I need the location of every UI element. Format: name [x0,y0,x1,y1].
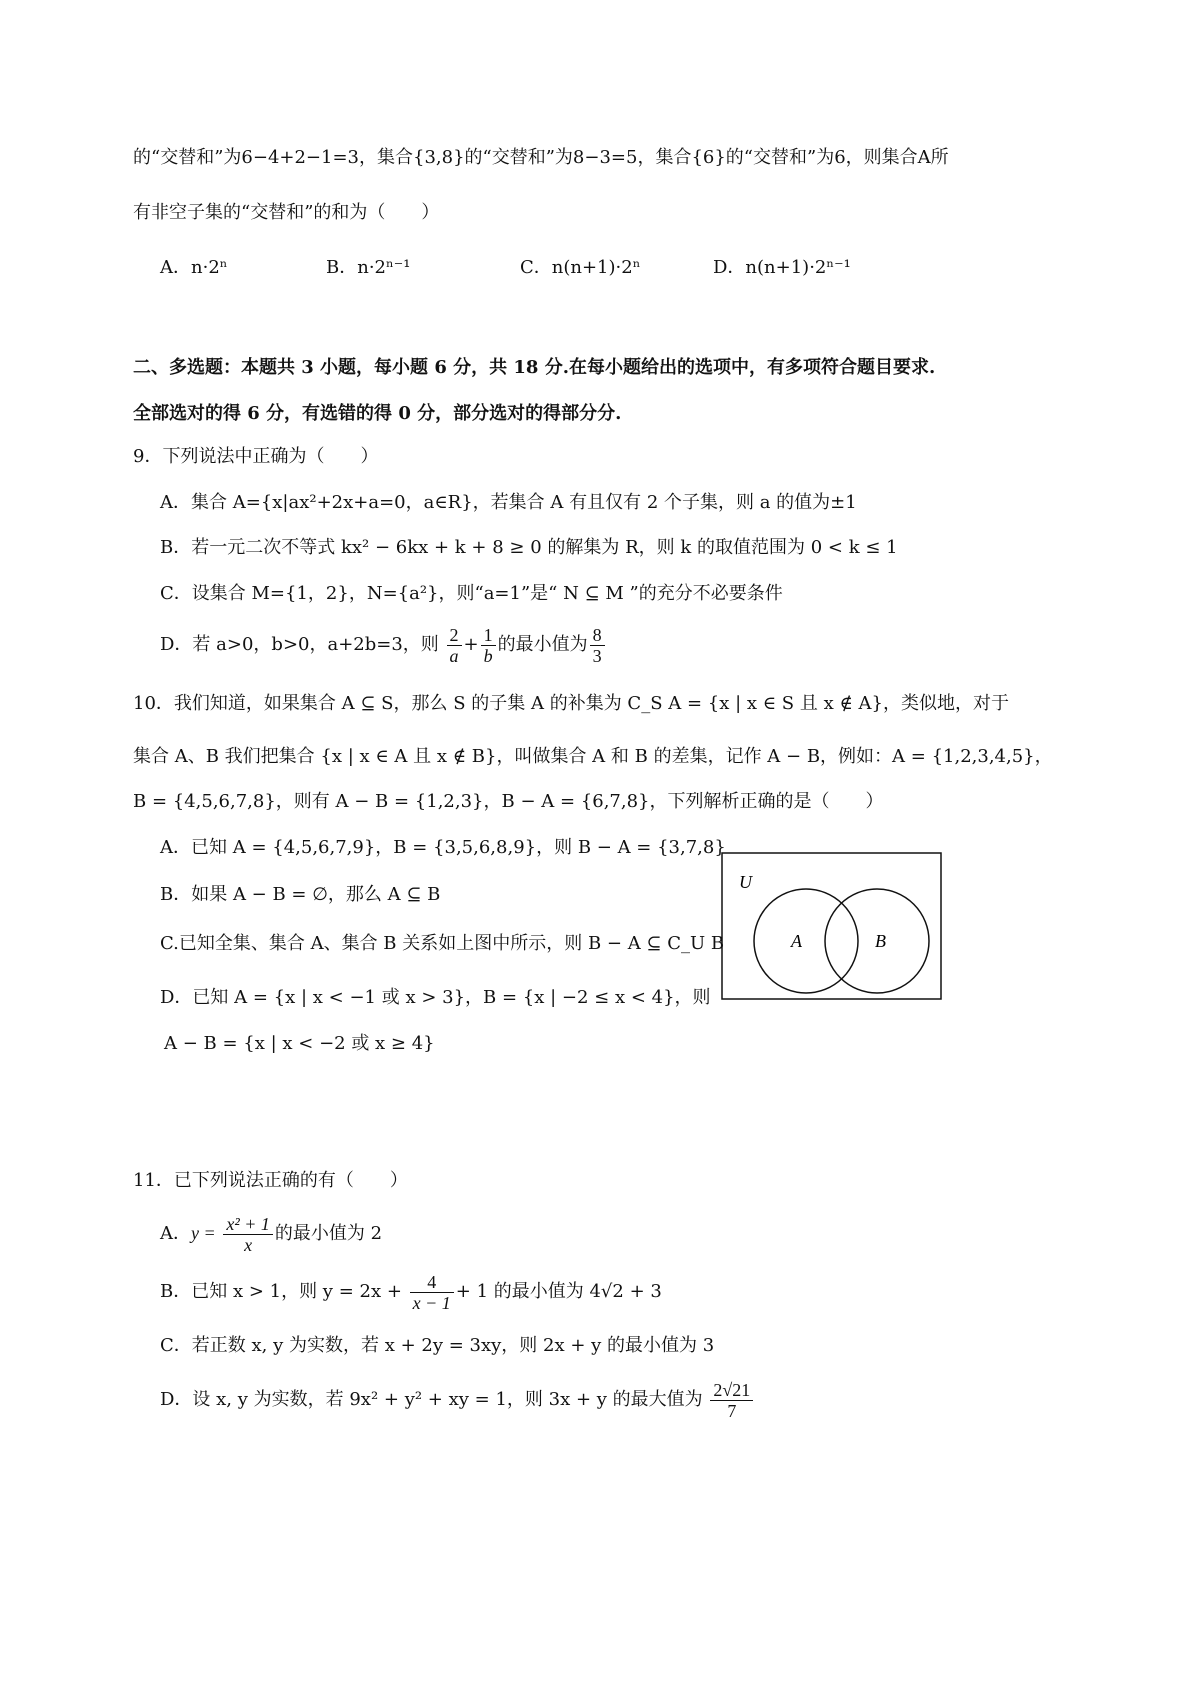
q9-d-frac2-den: b [483,645,493,666]
venn-label-a: A [791,931,802,951]
venn-diagram [721,852,942,1000]
q8-stem-line1: 的“交替和”为6−4+2−1=3，集合{3,8}的“交替和”为8−3=5，集合{6}的“交替和”为6，则集合A所 [133,147,949,168]
q11-d-fraction [710,1380,753,1421]
set-a-circle [754,889,858,993]
q11-a-den: x [244,1234,253,1255]
q9-option-b: B．若一元二次不等式 kx² − 6kx + k + 8 ≥ 0 的解集为 R，则 k 的取值范围为 0 < k ≤ 1 [160,537,898,558]
q11-stem: 11．已下列说法正确的有（ ） [133,1170,408,1191]
venn-label-b: B [875,931,886,951]
q9-d-fraction-2 [481,625,496,666]
q10-option-d-line2: A − B = {x | x < −2 或 x ≥ 4} [164,1033,435,1054]
q9-d-frac1-den: a [449,645,459,666]
q10-stem-line2: 集合 A、B 我们把集合 {x | x ∈ A 且 x ∉ B}，叫做集合 A 和 B 的差集，记作 A − B，例如：A = {1,2,3,4,5}， [133,746,1053,767]
q9-stem: 9．下列说法中正确为（ ） [133,446,379,467]
venn-label-u: U [739,872,752,892]
q8-stem-line2: 有非空子集的“交替和”的和为（ ） [133,202,440,223]
q9-option-d [160,623,607,667]
q8-option-d: D．n(n+1)·2ⁿ⁻¹ [713,257,851,278]
q10-option-a: A．已知 A = {4,5,6,7,9}，B = {3,5,6,8,9}，则 B − A = {3,7,8} [160,837,726,858]
q9-d-plus: + [463,634,479,655]
q8-option-a: A．n·2ⁿ [160,257,228,278]
q11-a-fraction [223,1214,273,1255]
q11-b-suffix: + 1 的最小值为 4√2 + 3 [455,1281,662,1302]
q10-stem-line1: 10．我们知道，如果集合 A ⊆ S，那么 S 的子集 A 的补集为 C_S A = {x | x ∈ S 且 x ∉ A}，类似地，对于 [133,693,1009,714]
q11-b-den: x − 1 [412,1292,451,1313]
q10-option-b: B．如果 A − B = ∅，那么 A ⊆ B [160,884,441,905]
q11-b-prefix: B．已知 x > 1，则 y = 2x + [160,1281,402,1302]
q11-d-den: 7 [727,1400,737,1421]
q10-option-c: C.已知全集、集合 A、集合 B 关系如上图中所示，则 B − A ⊆ C_U B [160,933,725,954]
q9-d-frac2-num: 1 [481,625,496,646]
section-heading-line1: 二、多选题：本题共 3 小题，每小题 6 分，共 18 分.在每小题给出的选项中，有多项符合题目要求. [133,357,936,378]
q9-option-c: C．设集合 M={1，2}，N={a²}，则“a=1”是“ N ⊆ M ”的充分不必要条件 [160,583,783,604]
q9-d-frac3-num: 8 [590,625,605,646]
q11-option-c: C．若正数 x, y 为实数，若 x + 2y = 3xy，则 2x + y 的最小值为 3 [160,1335,715,1356]
q9-d-mid: 的最小值为 [497,634,588,655]
q11-a-prefix: A． [160,1223,191,1244]
q9-d-frac3-den: 3 [592,645,602,666]
section-heading-line2: 全部选对的得 6 分，有选错的得 0 分，部分选对的得部分分. [133,403,622,424]
q9-d-frac1-num: 2 [447,625,462,646]
q11-d-prefix: D．设 x, y 为实数，若 9x² + y² + xy = 1，则 3x + y 的最大值为 [160,1389,703,1410]
q11-a-y: y = [191,1223,216,1243]
q9-d-prefix: D．若 a>0，b>0，a+2b=3，则 [160,634,439,655]
q11-b-num: 4 [410,1272,454,1293]
q11-option-a [160,1211,382,1256]
q11-option-b [160,1270,662,1314]
q11-a-num: x² + 1 [223,1214,273,1235]
q11-d-num: 2√21 [710,1380,753,1401]
q8-option-b: B．n·2ⁿ⁻¹ [326,257,411,278]
q9-option-a: A．集合 A={x|ax²+2x+a=0，a∈R}，若集合 A 有且仅有 2 个子集，则 a 的值为±1 [160,492,857,513]
q11-a-suffix: 的最小值为 2 [274,1223,383,1244]
q11-option-d [160,1378,755,1422]
q11-b-fraction [410,1272,454,1313]
q9-d-fraction-3 [590,625,605,666]
q10-option-d-line1: D．已知 A = {x | x < −1 或 x > 3}，B = {x | −2 ≤ x < 4}，则 [160,987,711,1008]
q8-option-c: C．n(n+1)·2ⁿ [520,257,641,278]
universal-set-box [722,853,941,999]
q9-d-fraction-1 [447,625,462,666]
q10-stem-line3: B = {4,5,6,7,8}，则有 A − B = {1,2,3}，B − A = {6,7,8}，下列解析正确的是（ ） [133,791,884,812]
